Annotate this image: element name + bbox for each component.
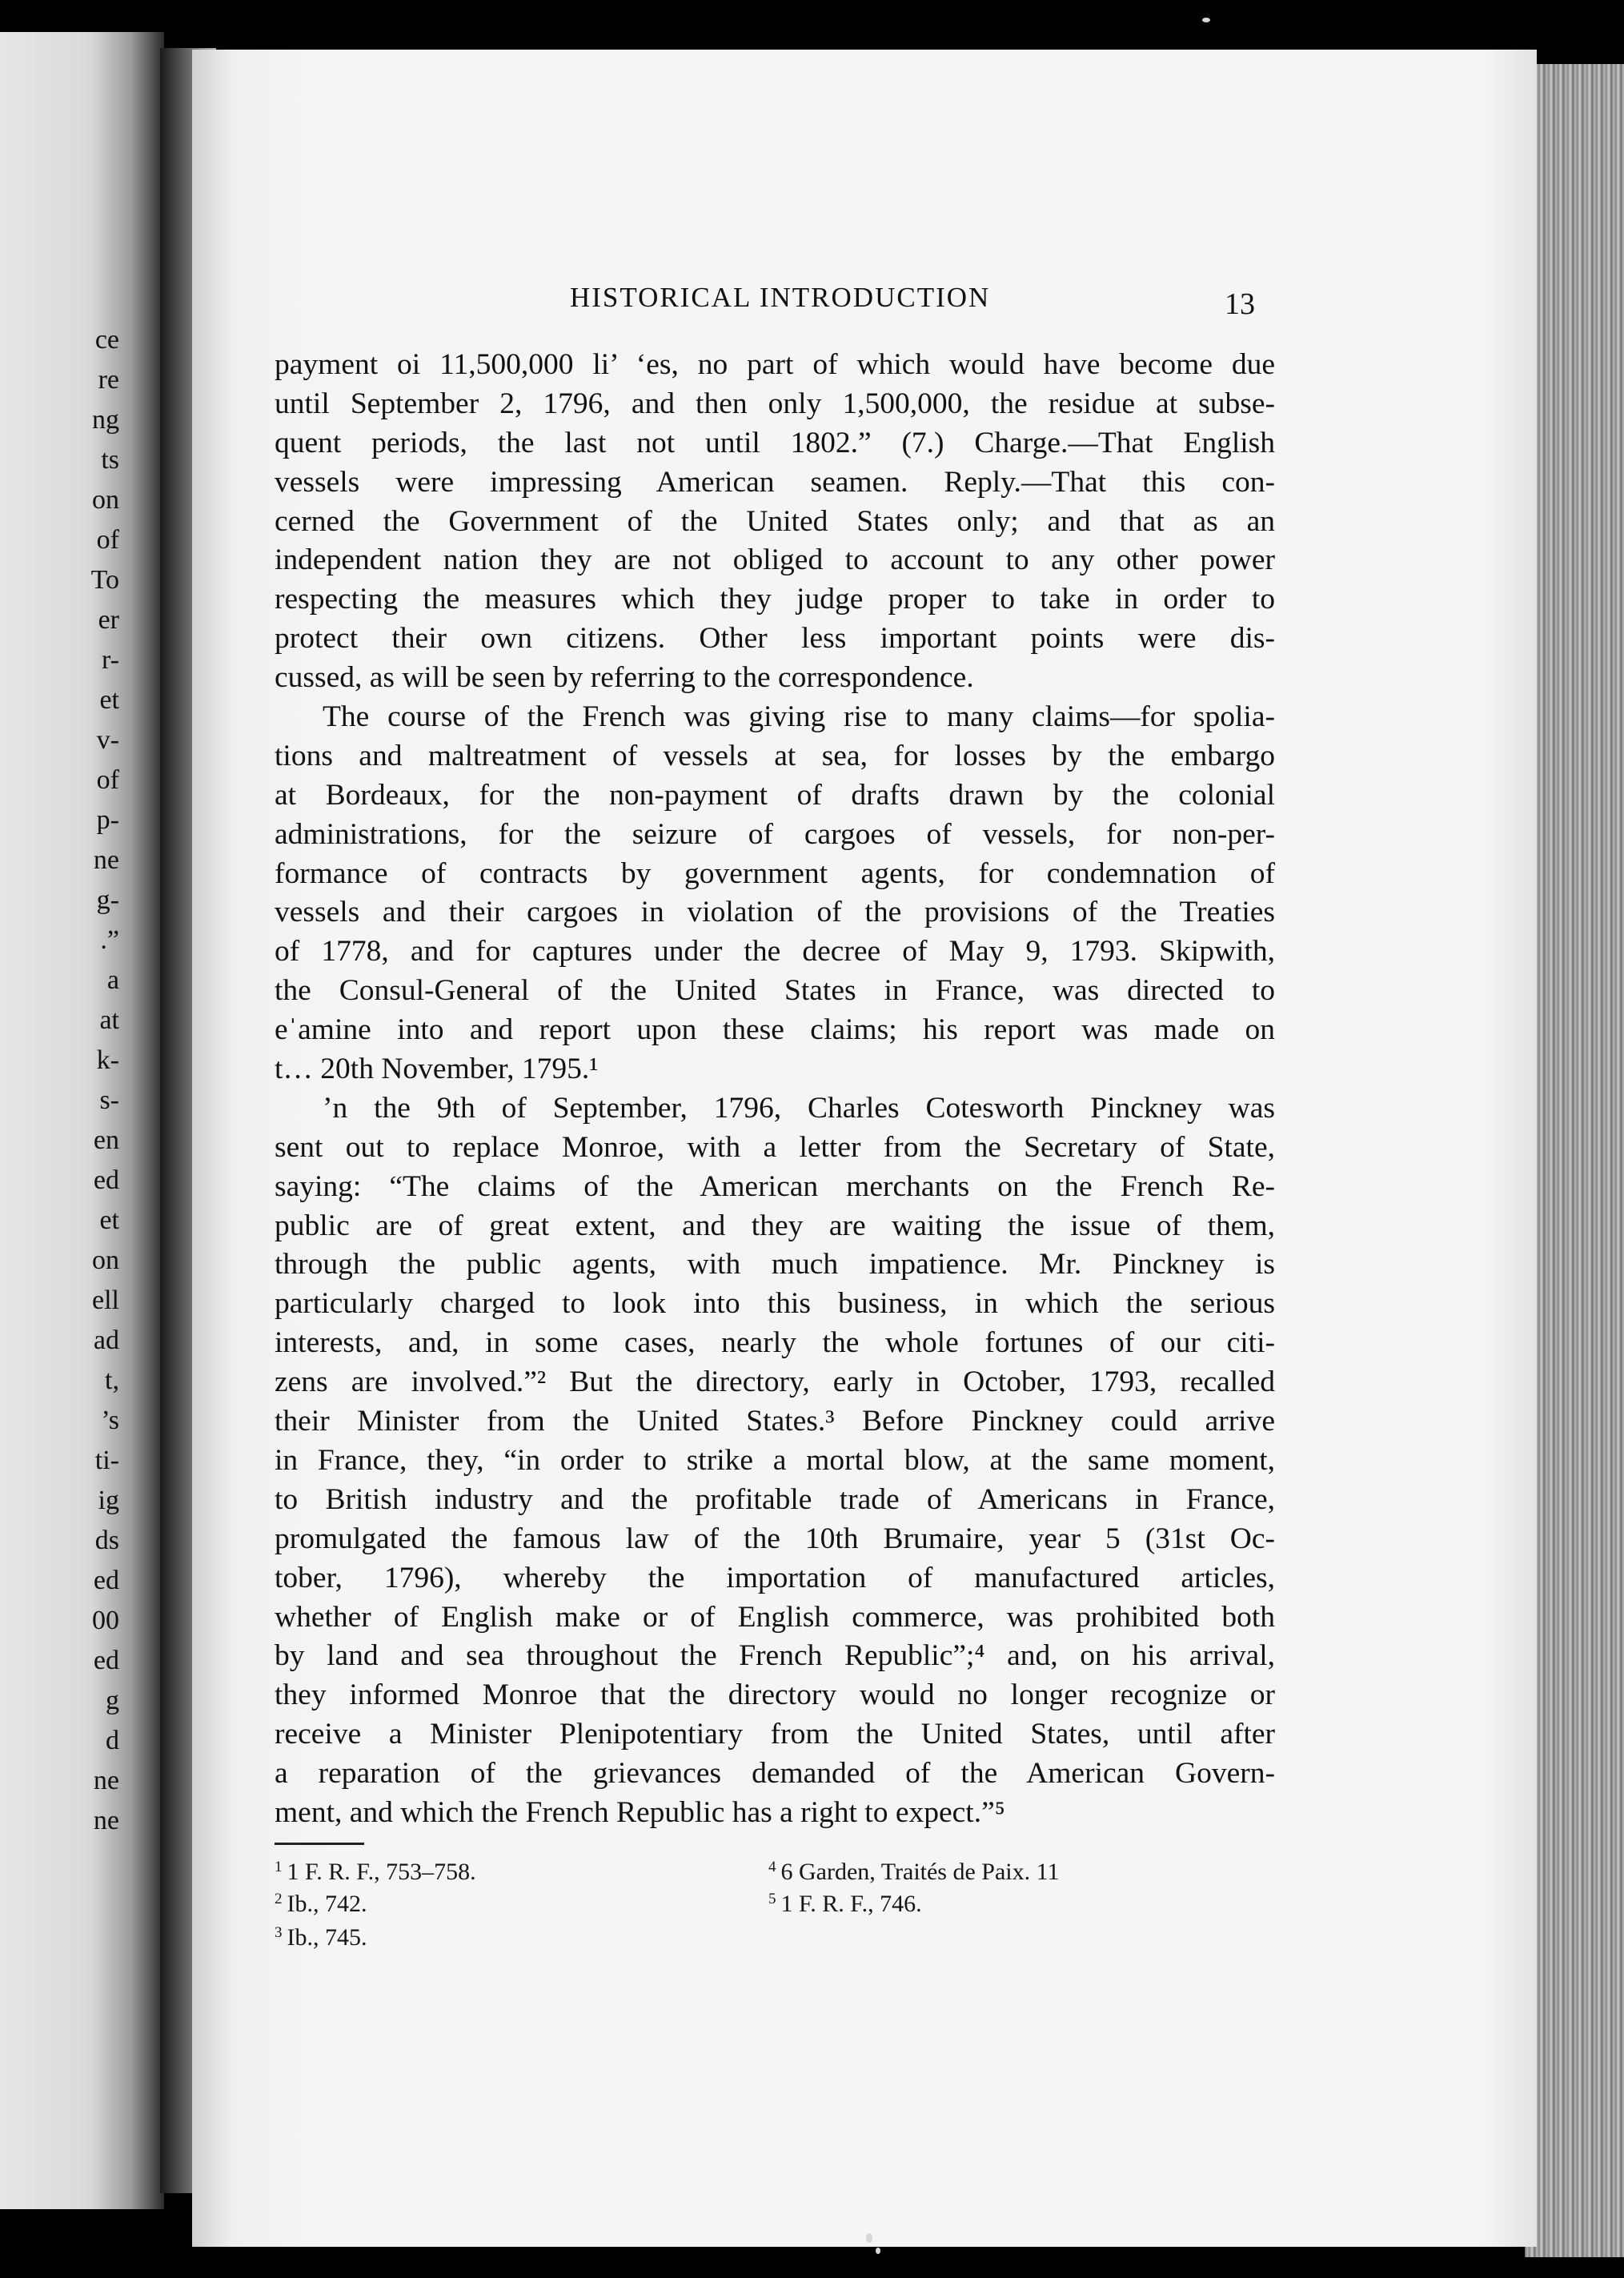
footnote-mark: 3 [275, 1924, 283, 1941]
text-line: cerned the Government of the United States only; and that as an [275, 504, 1275, 538]
facing-page-fragment: ds [94, 1526, 119, 1555]
facing-page-fragment: k- [96, 1045, 119, 1075]
text-line: interests, and, in some cases, nearly the whole fortunes of our citi- [275, 1326, 1275, 1360]
footnote-mark: 2 [275, 1891, 283, 1907]
text-line: through the public agents, with much impatience. Mr. Pinckney is [275, 1248, 1275, 1281]
facing-page-fragment: v- [96, 725, 119, 755]
text-line: whether of English make or of English commerce, was prohibited both [275, 1600, 1275, 1634]
facing-page-fragment: To [90, 565, 119, 595]
footnote [275, 1855, 476, 1884]
text-line: The course of the French was giving rise to many claims—for spolia- [323, 700, 1275, 734]
facing-page-fragment: ad [93, 1325, 119, 1355]
text-line: vessels were impressing American seamen. Reply.—That this con- [275, 465, 1275, 499]
text-line: until September 2, 1796, and then only 1,500,000, the residue at subse- [275, 387, 1275, 420]
page-number: 13 [1225, 287, 1255, 321]
footnote [275, 1921, 367, 1950]
text-line: respecting the measures which they judge proper to take in order to [275, 583, 1275, 616]
footnote-text: Ib., 742. [287, 1891, 367, 1917]
text-line: ’n the 9th of September, 1796, Charles Cotesworth Pinckney was [323, 1091, 1275, 1125]
text-line: payment oi 11,500,000 li’ ‘es, no part of which would have become due [275, 348, 1275, 381]
facing-page-fragment: ce [94, 325, 119, 355]
text-line: their Minister from the United States.³ Before Pinckney could arrive [275, 1405, 1275, 1438]
facing-page-fragment: en [93, 1125, 119, 1155]
facing-page-fragment: ell [92, 1285, 119, 1315]
facing-page-fragment: ed [93, 1646, 119, 1675]
facing-page-fragment: d [106, 1726, 119, 1755]
text-line: receive a Minister Plenipotentiary from the United States, until after [275, 1718, 1275, 1751]
text-line: tober, 1796), whereby the importation of manufactured articles, [275, 1561, 1275, 1594]
text-line: eˈamine into and report upon these claims; his report was made on [275, 1013, 1275, 1047]
text-line: t… 20th November, 1795.¹ [275, 1053, 599, 1086]
text-line: administrations, for the seizure of cargoes of vessels, for non-per- [275, 817, 1275, 851]
facing-page-fragment: of [96, 765, 119, 795]
facing-page-fragment: at [99, 1005, 119, 1035]
facing-page-fragment: et [99, 1205, 119, 1235]
text-line: of 1778, and for captures under the decree of May 9, 1793. Skipwith, [275, 935, 1275, 969]
facing-page-fragment: ng [92, 405, 119, 435]
text-line: particularly charged to look into this business, in which the serious [275, 1287, 1275, 1321]
text-line: a reparation of the grievances demanded of the American Govern- [275, 1757, 1275, 1791]
text-line: ment, and which the French Republic has a right to expect.”⁵ [275, 1795, 1005, 1829]
running-head: HISTORICAL INTRODUCTION [570, 282, 991, 313]
facing-page-fragment: ts [101, 445, 119, 475]
facing-page-fragment: et [99, 685, 119, 715]
facing-page-fragment: .” [100, 925, 119, 955]
text-line: by land and sea throughout the French Republic”;⁴ and, on his arrival, [275, 1639, 1275, 1673]
text-line: promulgated the famous law of the 10th Brumaire, year 5 (31st Oc- [275, 1522, 1275, 1555]
text-line: cussed, as will be seen by referring to the correspondence. [275, 661, 974, 695]
text-line: vessels and their cargoes in violation of the provisions of the Treaties [275, 896, 1275, 929]
facing-page-fragment: 00 [92, 1606, 119, 1635]
footnote-text: 6 Garden, Traités de Paix. 11 [780, 1859, 1060, 1885]
facing-page-fragment: ed [93, 1566, 119, 1595]
facing-page [0, 32, 164, 2209]
facing-page-fragment: ti- [94, 1446, 119, 1475]
facing-page-fragment: of [96, 525, 119, 555]
text-line: independent nation they are not obliged to account to any other power [275, 543, 1275, 577]
text-line: sent out to replace Monroe, with a letter from the Secretary of State, [275, 1130, 1275, 1164]
facing-page-fragment: ne [93, 1766, 119, 1795]
text-line: saying: “The claims of the American merchants on the French Re- [275, 1169, 1275, 1203]
text-line: quent periods, the last not until 1802.” (7.) Charge.—That English [275, 426, 1275, 459]
text-line: at Bordeaux, for the non-payment of drafts drawn by the colonial [275, 778, 1275, 812]
text-line: public are of great extent, and they are waiting the issue of them, [275, 1209, 1275, 1242]
facing-page-fragment: ’s [101, 1406, 119, 1435]
footnote-text: Ib., 745. [287, 1924, 367, 1951]
footnote-rule [275, 1843, 364, 1845]
text-line: to British industry and the profitable trade of Americans in France, [275, 1482, 1275, 1516]
text-line: formance of contracts by government agents, for condemnation of [275, 856, 1275, 890]
text-line: tions and maltreatment of vessels at sea, for losses by the embargo [275, 739, 1275, 772]
facing-page-fragment: re [98, 365, 119, 395]
facing-page-fragment: on [92, 1245, 119, 1275]
scan-speck [866, 2233, 872, 2243]
footnote [768, 1887, 922, 1916]
footnote-mark: 4 [768, 1859, 776, 1875]
footnote [768, 1855, 1060, 1884]
scan-speck [1202, 18, 1210, 22]
text-line: they informed Monroe that the directory would no longer recognize or [275, 1678, 1275, 1712]
facing-page-fragment: ne [93, 845, 119, 875]
page-edges [1525, 64, 1624, 2257]
footnote-text: 1 F. R. F., 753–758. [287, 1859, 476, 1885]
text-line: protect their own citizens. Other less important points were dis- [275, 622, 1275, 656]
facing-page-fragment: g- [96, 885, 119, 915]
footnote-text: 1 F. R. F., 746. [780, 1891, 922, 1917]
footnote-mark: 5 [768, 1891, 776, 1907]
text-line: in France, they, “in order to strike a mortal blow, at the same moment, [275, 1443, 1275, 1477]
footnote-mark: 1 [275, 1859, 283, 1875]
facing-page-fragment: r- [102, 645, 119, 675]
facing-page-fragment: on [92, 485, 119, 515]
facing-page-fragment: t, [105, 1366, 119, 1395]
facing-page-fragment: er [98, 605, 119, 635]
facing-page-fragment: s- [99, 1085, 119, 1115]
footnote [275, 1887, 367, 1916]
body-text [275, 346, 1275, 1833]
facing-page-fragment: p- [96, 805, 119, 835]
text-line: zens are involved.”² But the directory, early in October, 1793, recalled [275, 1366, 1275, 1399]
facing-page-fragment: a [106, 965, 119, 995]
facing-page-fragment: g [106, 1686, 119, 1715]
facing-page-fragment: ne [93, 1806, 119, 1835]
facing-page-fragment: ed [93, 1165, 119, 1195]
facing-page-fragment: ig [98, 1486, 119, 1515]
text-line: the Consul-General of the United States in France, was directed to [275, 974, 1275, 1008]
scan-speck [876, 2248, 880, 2254]
